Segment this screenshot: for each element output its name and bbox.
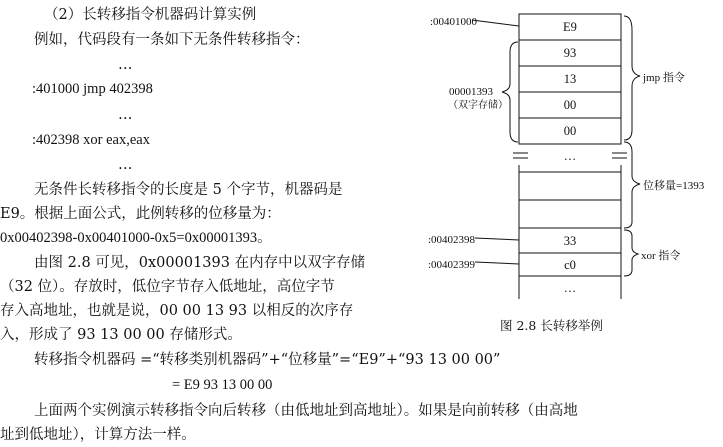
ellipsis: … — [118, 157, 133, 173]
paragraph-line: E9。根据上面公式，此例转移的位移量为： — [0, 206, 281, 222]
figure-caption: 图 2.8 长转移举例 — [500, 318, 603, 333]
memory-cell: c0 — [564, 258, 576, 272]
section-heading: （2）长转移指令机器码计算实例 — [44, 7, 257, 23]
label-xor-instruction: xor 指令 — [641, 250, 681, 262]
address-label-top: :00401000 — [430, 16, 478, 28]
paragraph-line: 无条件长转移指令的长度是 5 个字节，机器码是 — [34, 182, 343, 198]
paragraph-line: 存入高地址，也就是说，00 00 13 93 以相反的次序存 — [0, 303, 354, 319]
paragraph-line: 址到低地址），计算方法一样。 — [0, 427, 196, 443]
label-jmp-instruction: jmp 指令 — [643, 72, 685, 84]
memory-cell: … — [563, 149, 577, 163]
memory-cell: 33 — [563, 234, 577, 248]
intro-line: 例如，代码段有一条如下无条件转移指令： — [34, 32, 310, 48]
paragraph-line: （32 位）。存放时，低位字节存入低地址，高位字节 — [0, 279, 335, 295]
equation-result: = E9 93 13 00 00 — [172, 377, 273, 393]
memory-cell: 00 — [563, 98, 577, 112]
code-line-xor: :402398 xor eax,eax — [32, 132, 150, 148]
paragraph-line: 由图 2.8 可见，0x00001393 在内存中以双字存储 — [34, 255, 366, 271]
address-label-note: （双字存储） — [448, 100, 508, 111]
memory-cell: … — [563, 281, 577, 295]
memory-cell: E9 — [563, 20, 577, 34]
paragraph-line: 入，形成了 93 13 00 00 存储形式。 — [0, 327, 242, 343]
code-line-jmp: :401000 jmp 402398 — [32, 81, 153, 97]
paragraph-line: 上面两个实例演示转移指令向后转移（由低地址到高地址）。如果是向前转移（由高地 — [34, 403, 578, 419]
ellipsis: … — [118, 107, 133, 123]
memory-cell: 00 — [563, 124, 577, 138]
label-displacement: 位移量=1393 — [643, 180, 705, 192]
address-label-displacement: 00001393 — [449, 86, 493, 98]
equation-line: 转移指令机器码 =“转移类别机器码”+“位移量”=“E9”+“93 13 00 00” — [34, 352, 501, 368]
address-label-xor1: :00402398 — [428, 234, 476, 246]
address-label-xor2: :00402399 — [428, 259, 476, 271]
ellipsis: … — [118, 57, 133, 73]
memory-cell: 13 — [563, 72, 577, 86]
formula-line: 0x00402398-0x00401000-0x5=0x00001393。 — [0, 230, 272, 246]
memory-cell: 93 — [563, 46, 577, 60]
